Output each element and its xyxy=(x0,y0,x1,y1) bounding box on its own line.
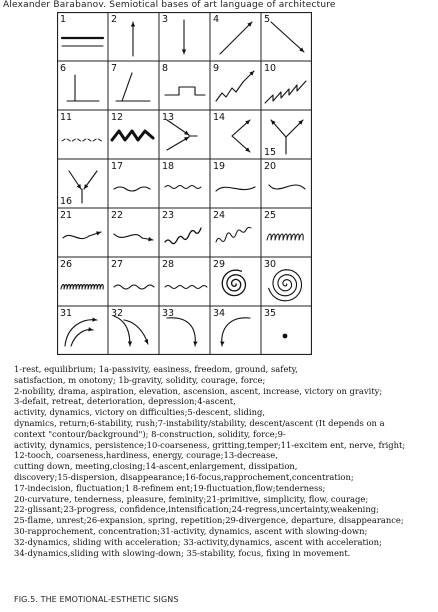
legend-line: 1-rest, equilibrium; 1a-passivity, easiness, freedom, ground, safety, xyxy=(14,364,298,374)
sign-number: 21 xyxy=(60,210,73,221)
legend-line: 32-dynamics, sliding with acceleration; 33-activity,dynamics, ascent with acceleration; xyxy=(14,536,382,547)
sign-number: 24 xyxy=(213,210,226,221)
sign-cell-31 xyxy=(60,308,97,346)
sign-cell-19 xyxy=(213,161,255,191)
sign-cell-29 xyxy=(213,259,245,296)
legend-line: discovery;15-dispersion, disappearance;16-focus,rapprochement,concentration; xyxy=(14,471,354,482)
sign-cell-26 xyxy=(60,259,103,289)
sign-cell-12 xyxy=(111,112,153,140)
dashed-wave-icon xyxy=(62,139,101,141)
sign-number: 10 xyxy=(264,63,277,74)
sign-number: 22 xyxy=(111,210,124,221)
legend-line: cutting down, meeting,closing;14-ascent,enlargement, dissipation, xyxy=(14,461,298,472)
sign-cell-10 xyxy=(264,63,306,103)
legend-line: 3-defait, retreat, deterioration, depression;4-ascent, xyxy=(14,396,236,407)
up-arrow-icon xyxy=(131,22,135,56)
sign-number: 34 xyxy=(213,308,226,319)
sign-number: 5 xyxy=(264,14,271,25)
sign-number: 33 xyxy=(162,308,175,319)
sign-number: 15 xyxy=(264,147,277,158)
sign-number: 14 xyxy=(213,112,226,123)
legend-line: activity, dynamics, persistence;10-coarseness, gritting,temper;11-excitem ent, nerve, fright; xyxy=(14,439,406,450)
sign-cell-3 xyxy=(162,14,186,54)
sign-number: 17 xyxy=(111,161,124,172)
sign-number: 31 xyxy=(60,308,73,319)
bold-zigzag-icon xyxy=(112,131,153,140)
sign-number: 3 xyxy=(162,14,169,25)
sign-cell-20 xyxy=(264,161,305,189)
sign-cell-27 xyxy=(111,259,154,289)
wavy-line-icon xyxy=(114,285,154,289)
sign-cell-33 xyxy=(162,308,198,346)
sign-cell-25 xyxy=(264,210,303,240)
wavy-line-2-icon xyxy=(165,286,207,289)
sign-number: 32 xyxy=(111,308,124,319)
sign-cell-9 xyxy=(213,63,254,101)
curved-down-arrow-icon xyxy=(167,318,198,346)
sign-number: 18 xyxy=(162,161,175,172)
dense-coil-icon xyxy=(61,285,103,290)
sign-cell-4 xyxy=(213,14,252,54)
signs-grid-svg xyxy=(57,12,312,355)
page-header: Alexander Barabanov. Semiotical bases of art language of architecture xyxy=(3,0,336,10)
spiral-2-icon xyxy=(269,270,302,301)
sign-number: 4 xyxy=(213,14,220,25)
sawtooth-rising-icon xyxy=(265,81,306,103)
arc-arrows-icon xyxy=(65,317,97,346)
sign-number: 29 xyxy=(213,259,226,270)
vertical-on-base-icon xyxy=(67,75,99,101)
legend-line: 30-rapprochement, concentration;31-activity, dynamics, ascent with slowing-down; xyxy=(14,525,368,536)
squiggle-icon xyxy=(216,227,251,242)
spiral-icon xyxy=(222,270,245,296)
legend-line: context "contour/background"); 8-construction, solidity, force;9- xyxy=(14,428,286,439)
rising-wave-icon xyxy=(165,228,201,244)
legend-line: 12-tooch, coarseness,hardiness, energy, courage;13-decrease, xyxy=(14,450,278,461)
diagonal-up-arrow-icon xyxy=(220,22,252,54)
spring-coil-icon xyxy=(267,234,303,240)
wave-arrow-icon xyxy=(63,231,101,238)
sign-number: 35 xyxy=(264,308,277,319)
sign-cell-22 xyxy=(111,210,153,241)
sign-cell-2 xyxy=(111,14,135,56)
sign-number: 30 xyxy=(264,259,277,270)
legend-line: 2-nobility, drama, aspiration, elevation, ascension, ascent, increase, victory on gravity; xyxy=(14,385,383,396)
sign-cell-14 xyxy=(213,112,250,152)
sign-cell-11 xyxy=(60,112,101,141)
sign-cell-34 xyxy=(213,308,250,346)
signs-grid xyxy=(57,12,312,355)
converging-arrows-icon xyxy=(167,120,197,150)
sign-cell-28 xyxy=(162,259,207,289)
wave-arrow-2-icon xyxy=(114,234,153,241)
v-converge-icon xyxy=(69,171,97,203)
legend-line: activity, dynamics, victory on difficulties;5-descent, sliding, xyxy=(14,407,266,418)
gentle-curve-icon xyxy=(269,185,305,189)
sign-number: 20 xyxy=(264,161,277,172)
sign-number: 7 xyxy=(111,63,118,74)
sign-number: 11 xyxy=(60,112,73,123)
sign-cell-13 xyxy=(162,112,197,150)
figure-caption: FIG.5. THE EMOTIONAL-ESTHETIC SIGNS xyxy=(14,595,179,604)
sign-number: 9 xyxy=(213,63,220,74)
sign-number: 8 xyxy=(162,63,169,74)
legend-line: 34-dynamics,sliding with slowing-down; 35-stability, focus, fixing in movement. xyxy=(14,547,351,558)
sign-number: 16 xyxy=(60,196,73,207)
legend-text xyxy=(14,364,434,558)
sign-number: 27 xyxy=(111,259,124,270)
sign-cell-15 xyxy=(264,120,303,158)
step-line-icon xyxy=(165,87,205,95)
sign-number: 12 xyxy=(111,112,124,123)
sign-number: 25 xyxy=(264,210,277,221)
sign-cell-21 xyxy=(60,210,101,239)
rising-zigzag-arrow-icon xyxy=(216,71,254,101)
sign-cell-30 xyxy=(264,259,302,301)
sign-number: 28 xyxy=(162,259,175,270)
diverging-arrows-icon xyxy=(232,120,250,152)
branch-arrows-icon xyxy=(114,316,148,346)
sign-cell-5 xyxy=(264,14,304,52)
diagonal-down-arrow-icon xyxy=(271,22,304,52)
sign-cell-6 xyxy=(60,63,99,101)
sign-cell-35 xyxy=(264,308,287,338)
sign-number: 6 xyxy=(60,63,67,74)
legend-line: 25-flame, unrest;26-expansion, spring, repetition;29-divergence, departure, disappearance; xyxy=(14,515,404,526)
sign-cell-7 xyxy=(111,63,150,101)
dot-icon xyxy=(283,334,288,339)
slanted-on-base-icon xyxy=(116,73,150,101)
legend-line: dynamics, return;6-stability, rush;7-instability/stability, descent/ascent (It depends on a xyxy=(14,417,385,428)
sign-number: 1 xyxy=(60,14,67,25)
sign-cell-17 xyxy=(111,161,150,191)
sign-number: 19 xyxy=(213,161,226,172)
curved-arrow-icon xyxy=(220,318,250,346)
legend-line: 22-glissant;23-progress, confidence,intensification;24-regress,uncertainty,weakening; xyxy=(14,504,379,515)
sign-cell-32 xyxy=(111,308,148,346)
sign-cell-18 xyxy=(162,161,201,189)
sign-cell-23 xyxy=(162,210,201,244)
sign-number: 2 xyxy=(111,14,118,25)
sign-number: 26 xyxy=(60,259,73,270)
sign-cell-24 xyxy=(213,210,251,242)
down-arrow-icon xyxy=(182,20,186,54)
rest-equilibrium-lines-icon xyxy=(62,38,103,46)
curved-line-icon xyxy=(216,187,255,191)
sign-cell-16 xyxy=(60,171,97,207)
flat-wave-icon xyxy=(114,187,150,191)
legend-line: 20-curvature, tenderness, pleasure, feminity;21-primitive, simplicity, flow, courage; xyxy=(14,493,369,504)
sign-number: 23 xyxy=(162,210,175,221)
sign-cell-1 xyxy=(60,14,103,46)
legend-line: 17-indecision, fluctuation;1 8-refinem ent;19-fluctuation,flow;tenderness; xyxy=(14,482,326,493)
sign-number: 13 xyxy=(162,112,175,123)
tiny-wave-icon xyxy=(165,186,201,189)
legend-line: satisfaction, m onotony; 1b-gravity, solidity, courage, force; xyxy=(14,374,266,385)
sign-cell-8 xyxy=(162,63,205,95)
